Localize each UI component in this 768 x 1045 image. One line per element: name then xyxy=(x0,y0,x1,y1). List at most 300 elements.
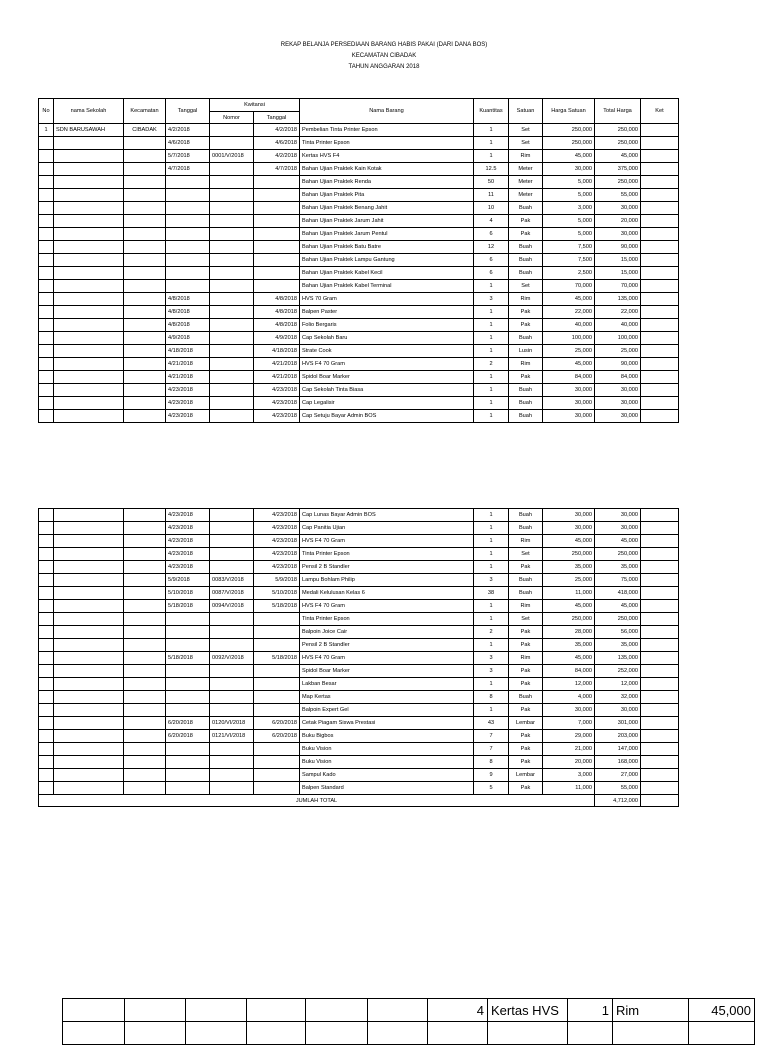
col-header-quantity: Kuantitas xyxy=(474,99,509,124)
zoomed-item-name: Kertas HVS xyxy=(488,999,568,1022)
cell-quantity: 6 xyxy=(474,228,509,241)
cell-total-price: 30,000 xyxy=(595,522,641,535)
cell-district xyxy=(124,137,166,150)
cell-total-price: 301,000 xyxy=(595,717,641,730)
cell-note xyxy=(641,189,679,202)
cell-school xyxy=(54,293,124,306)
cell-quantity: 11 xyxy=(474,189,509,202)
table-row xyxy=(39,150,679,163)
cell-date xyxy=(166,691,210,704)
cell-total-price: 35,000 xyxy=(595,639,641,652)
cell-receipt-date xyxy=(254,678,300,691)
cell-note xyxy=(641,293,679,306)
cell-quantity: 1 xyxy=(474,600,509,613)
cell-no xyxy=(39,678,54,691)
cell-district xyxy=(124,522,166,535)
cell-quantity: 1 xyxy=(474,613,509,626)
cell-no xyxy=(39,358,54,371)
cell-quantity: 38 xyxy=(474,587,509,600)
cell-no xyxy=(39,306,54,319)
cell-receipt-number xyxy=(210,202,254,215)
zoomed-row-cut xyxy=(63,1022,755,1045)
cell-school xyxy=(54,535,124,548)
cell-unit: Set xyxy=(509,548,543,561)
table-row xyxy=(39,613,679,626)
cell-note xyxy=(641,613,679,626)
cell-unit: Pak xyxy=(509,782,543,795)
cell-no xyxy=(39,743,54,756)
cell-receipt-number xyxy=(210,176,254,189)
cell-district xyxy=(124,163,166,176)
cell-item-name: Lakban Besar xyxy=(300,678,474,691)
cell-unit-price: 25,000 xyxy=(543,574,595,587)
cell-receipt-date: 4/8/2018 xyxy=(254,319,300,332)
cell-note xyxy=(641,626,679,639)
cell-unit: Set xyxy=(509,613,543,626)
cell-quantity: 1 xyxy=(474,704,509,717)
cell-unit: Buah xyxy=(509,397,543,410)
cell-quantity: 7 xyxy=(474,743,509,756)
cell-item-name: HVS F4 70 Gram xyxy=(300,600,474,613)
cell-school xyxy=(54,332,124,345)
col-header-note: Ket xyxy=(641,99,679,124)
cell-unit: Rim xyxy=(509,150,543,163)
cell-note xyxy=(641,743,679,756)
cell-total-price: 250,000 xyxy=(595,137,641,150)
cell-total-price: 55,000 xyxy=(595,189,641,202)
table-row xyxy=(39,306,679,319)
cell-note xyxy=(641,600,679,613)
cell-quantity: 8 xyxy=(474,691,509,704)
cell-district xyxy=(124,509,166,522)
cell-item-name: Cap Lunas Bayar Admin BOS xyxy=(300,509,474,522)
cell-date xyxy=(166,267,210,280)
cell-item-name: Buku Vision xyxy=(300,743,474,756)
cell-unit: Lusin xyxy=(509,345,543,358)
cell-total-price: 375,000 xyxy=(595,163,641,176)
cell-item-name: Bahan Ujian Praktek Jarum Pentul xyxy=(300,228,474,241)
cell-quantity: 6 xyxy=(474,267,509,280)
cell-no xyxy=(39,267,54,280)
cell-date xyxy=(166,228,210,241)
cell-school xyxy=(54,626,124,639)
cell-receipt-number xyxy=(210,332,254,345)
total-label: JUMLAH TOTAL xyxy=(39,795,595,807)
cell-total-price: 25,000 xyxy=(595,345,641,358)
cell-receipt-number xyxy=(210,626,254,639)
cell-no xyxy=(39,254,54,267)
cell-total-price: 30,000 xyxy=(595,397,641,410)
cell-item-name: Bahan Ujian Praktek Batu Batre xyxy=(300,241,474,254)
cell-receipt-date: 4/23/2018 xyxy=(254,509,300,522)
cell-district xyxy=(124,587,166,600)
cell-school xyxy=(54,202,124,215)
cell-unit: Lembar xyxy=(509,769,543,782)
cell-no xyxy=(39,410,54,423)
table-row xyxy=(39,626,679,639)
cell-total-price: 45,000 xyxy=(595,535,641,548)
cell-district xyxy=(124,665,166,678)
cell-no xyxy=(39,522,54,535)
cell-receipt-number xyxy=(210,535,254,548)
cell-receipt-date: 4/21/2018 xyxy=(254,371,300,384)
cell-note xyxy=(641,371,679,384)
cell-date: 4/23/2018 xyxy=(166,397,210,410)
cell-total-price: 45,000 xyxy=(595,150,641,163)
cell-total-price: 90,000 xyxy=(595,241,641,254)
cell-quantity: 1 xyxy=(474,319,509,332)
zoomed-table-fragment xyxy=(62,998,755,1045)
cell-unit-price: 250,000 xyxy=(543,137,595,150)
cell-unit-price: 45,000 xyxy=(543,293,595,306)
cell-school xyxy=(54,189,124,202)
col-header-receipt-number: Nomor xyxy=(210,112,254,124)
cell-district xyxy=(124,613,166,626)
cell-district xyxy=(124,397,166,410)
cell-date: 4/2/2018 xyxy=(166,124,210,137)
cell-item-name: Sampul Kado xyxy=(300,769,474,782)
cell-receipt-date: 4/23/2018 xyxy=(254,535,300,548)
cell-quantity: 5 xyxy=(474,782,509,795)
cell-item-name: Balpoin Joice Cair xyxy=(300,626,474,639)
cell-receipt-number xyxy=(210,782,254,795)
cell-receipt-number xyxy=(210,678,254,691)
cell-receipt-date xyxy=(254,769,300,782)
cell-receipt-date xyxy=(254,756,300,769)
cell-no xyxy=(39,613,54,626)
cell-unit: Pak xyxy=(509,704,543,717)
cell-note xyxy=(641,124,679,137)
cell-no xyxy=(39,384,54,397)
table-row xyxy=(39,769,679,782)
cell-quantity: 1 xyxy=(474,345,509,358)
cell-unit-price: 30,000 xyxy=(543,397,595,410)
cell-district xyxy=(124,704,166,717)
cell-unit: Set xyxy=(509,137,543,150)
cell-note xyxy=(641,345,679,358)
cell-receipt-number xyxy=(210,189,254,202)
cell-unit: Pak xyxy=(509,730,543,743)
cell-total-price: 100,000 xyxy=(595,332,641,345)
table-row xyxy=(39,574,679,587)
cell-item-name: HVS F4 70 Gram xyxy=(300,652,474,665)
cell-unit-price: 70,000 xyxy=(543,280,595,293)
cell-unit-price: 250,000 xyxy=(543,548,595,561)
table-row xyxy=(39,124,679,137)
table-row xyxy=(39,561,679,574)
cell-unit: Rim xyxy=(509,600,543,613)
cell-receipt-number xyxy=(210,522,254,535)
cell-receipt-date xyxy=(254,189,300,202)
table-row xyxy=(39,587,679,600)
zoomed-unit: Rim xyxy=(613,999,689,1022)
table-row xyxy=(39,189,679,202)
cell-item-name: Spidol Boar Marker xyxy=(300,665,474,678)
cell-district xyxy=(124,574,166,587)
cell-school xyxy=(54,691,124,704)
table-row xyxy=(39,397,679,410)
cell-unit-price: 45,000 xyxy=(543,600,595,613)
cell-receipt-date xyxy=(254,215,300,228)
cell-total-price: 203,000 xyxy=(595,730,641,743)
cell-unit: Pak xyxy=(509,665,543,678)
cell-school xyxy=(54,176,124,189)
cell-receipt-number: 0087/V/2018 xyxy=(210,587,254,600)
cell-receipt-date: 4/23/2018 xyxy=(254,397,300,410)
cell-no xyxy=(39,228,54,241)
table-row xyxy=(39,509,679,522)
cell-date: 4/23/2018 xyxy=(166,535,210,548)
zoomed-cell xyxy=(186,999,247,1022)
cell-district xyxy=(124,228,166,241)
cell-total-price: 32,000 xyxy=(595,691,641,704)
cell-no xyxy=(39,137,54,150)
cell-quantity: 1 xyxy=(474,522,509,535)
cell-receipt-date: 4/8/2018 xyxy=(254,293,300,306)
cell-receipt-date: 4/6/2018 xyxy=(254,137,300,150)
cell-unit-price: 7,500 xyxy=(543,241,595,254)
cell-unit-price: 7,000 xyxy=(543,717,595,730)
cell-unit-price: 2,500 xyxy=(543,267,595,280)
cell-unit: Meter xyxy=(509,176,543,189)
cell-note xyxy=(641,150,679,163)
cell-receipt-number: 0094/V/2018 xyxy=(210,600,254,613)
cell-receipt-date xyxy=(254,241,300,254)
table-row xyxy=(39,410,679,423)
cell-item-name: Spidol Boar Marker xyxy=(300,371,474,384)
table-row xyxy=(39,319,679,332)
cell-item-name: Pensil 2 B Standler xyxy=(300,639,474,652)
cell-quantity: 1 xyxy=(474,535,509,548)
table-row xyxy=(39,228,679,241)
table-row xyxy=(39,163,679,176)
cell-item-name: HVS F4 70 Gram xyxy=(300,358,474,371)
cell-receipt-number xyxy=(210,280,254,293)
cell-total-price: 250,000 xyxy=(595,176,641,189)
cell-quantity: 6 xyxy=(474,254,509,267)
cell-date: 4/23/2018 xyxy=(166,384,210,397)
cell-note xyxy=(641,384,679,397)
cell-school xyxy=(54,600,124,613)
cell-school xyxy=(54,743,124,756)
cell-school xyxy=(54,215,124,228)
cell-item-name: Tinta Printer Epson xyxy=(300,613,474,626)
cell-total-price: 250,000 xyxy=(595,548,641,561)
cell-school xyxy=(54,306,124,319)
cell-receipt-number xyxy=(210,137,254,150)
cell-unit-price: 45,000 xyxy=(543,358,595,371)
cell-note xyxy=(641,509,679,522)
cell-school xyxy=(54,756,124,769)
cell-item-name: Cap Setuju Bayar Admin BOS xyxy=(300,410,474,423)
cell-date xyxy=(166,743,210,756)
cell-note xyxy=(641,678,679,691)
cell-receipt-date: 5/18/2018 xyxy=(254,600,300,613)
cell-unit-price: 250,000 xyxy=(543,124,595,137)
cell-total-price: 135,000 xyxy=(595,652,641,665)
cell-school xyxy=(54,371,124,384)
cell-unit: Rim xyxy=(509,652,543,665)
cell-no xyxy=(39,371,54,384)
cell-unit-price: 30,000 xyxy=(543,522,595,535)
cell-note xyxy=(641,691,679,704)
zoomed-row xyxy=(63,999,755,1022)
cell-total-price: 90,000 xyxy=(595,358,641,371)
cell-receipt-date xyxy=(254,202,300,215)
cell-unit: Rim xyxy=(509,535,543,548)
cell-district xyxy=(124,345,166,358)
cell-no xyxy=(39,176,54,189)
report-subtitle-year: TAHUN ANGGARAN 2018 xyxy=(348,64,420,70)
cell-date xyxy=(166,254,210,267)
table-row xyxy=(39,280,679,293)
cell-receipt-date xyxy=(254,176,300,189)
cell-no xyxy=(39,652,54,665)
cell-unit: Pak xyxy=(509,743,543,756)
cell-note xyxy=(641,717,679,730)
cell-unit-price: 20,000 xyxy=(543,756,595,769)
table-row xyxy=(39,267,679,280)
cell-school xyxy=(54,730,124,743)
cell-receipt-date: 4/7/2018 xyxy=(254,163,300,176)
cell-total-price: 30,000 xyxy=(595,410,641,423)
cell-receipt-number xyxy=(210,228,254,241)
cell-quantity: 1 xyxy=(474,371,509,384)
cell-no xyxy=(39,691,54,704)
cell-unit: Buah xyxy=(509,587,543,600)
cell-total-price: 30,000 xyxy=(595,509,641,522)
cell-school xyxy=(54,522,124,535)
cell-unit-price: 30,000 xyxy=(543,509,595,522)
zoomed-cell xyxy=(368,999,428,1022)
cell-receipt-number xyxy=(210,215,254,228)
cell-unit-price: 35,000 xyxy=(543,639,595,652)
cell-district xyxy=(124,769,166,782)
cell-district xyxy=(124,600,166,613)
cell-district xyxy=(124,384,166,397)
cell-quantity: 7 xyxy=(474,730,509,743)
cell-date: 4/23/2018 xyxy=(166,561,210,574)
cell-district xyxy=(124,410,166,423)
cell-district xyxy=(124,202,166,215)
cell-quantity: 12 xyxy=(474,241,509,254)
cell-no xyxy=(39,150,54,163)
cell-receipt-date xyxy=(254,626,300,639)
cell-school xyxy=(54,319,124,332)
table-row xyxy=(39,358,679,371)
cell-unit-price: 45,000 xyxy=(543,150,595,163)
cell-district xyxy=(124,176,166,189)
cell-date xyxy=(166,241,210,254)
cell-quantity: 12.5 xyxy=(474,163,509,176)
cell-quantity: 8 xyxy=(474,756,509,769)
cell-date: 5/7/2018 xyxy=(166,150,210,163)
cell-unit-price: 100,000 xyxy=(543,332,595,345)
cell-item-name: Cap Sekolah Tinta Biasa xyxy=(300,384,474,397)
total-value: 4,712,000 xyxy=(595,795,641,807)
table-row xyxy=(39,176,679,189)
cell-date xyxy=(166,782,210,795)
cell-district xyxy=(124,561,166,574)
cell-total-price: 168,000 xyxy=(595,756,641,769)
cell-district xyxy=(124,293,166,306)
cell-receipt-number xyxy=(210,306,254,319)
cell-school xyxy=(54,397,124,410)
cell-district xyxy=(124,535,166,548)
cell-no xyxy=(39,600,54,613)
rekap-table-page-2 xyxy=(38,508,679,807)
cell-item-name: Medali Kelulusan Kelas 6 xyxy=(300,587,474,600)
cell-date: 5/18/2018 xyxy=(166,652,210,665)
report-subtitle-district: KECAMATAN CIBADAK xyxy=(351,53,417,59)
cell-unit-price: 5,000 xyxy=(543,189,595,202)
cell-receipt-number xyxy=(210,561,254,574)
col-header-school: nama Sekolah xyxy=(54,99,124,124)
cell-school xyxy=(54,652,124,665)
cell-item-name: Cap Panitia Ujian xyxy=(300,522,474,535)
cell-receipt-number xyxy=(210,345,254,358)
cell-district xyxy=(124,626,166,639)
cell-item-name: Bahan Ujian Praktek Lampu Gantung xyxy=(300,254,474,267)
cell-unit: Lembar xyxy=(509,717,543,730)
cell-date: 4/23/2018 xyxy=(166,410,210,423)
cell-receipt-date: 6/20/2018 xyxy=(254,730,300,743)
cell-district xyxy=(124,717,166,730)
cell-quantity: 1 xyxy=(474,384,509,397)
cell-note xyxy=(641,267,679,280)
cell-no xyxy=(39,561,54,574)
cell-item-name: Cap Sekolah Baru xyxy=(300,332,474,345)
cell-total-price: 418,000 xyxy=(595,587,641,600)
cell-school xyxy=(54,358,124,371)
cell-school xyxy=(54,228,124,241)
cell-unit: Pak xyxy=(509,228,543,241)
cell-note xyxy=(641,332,679,345)
cell-quantity: 10 xyxy=(474,202,509,215)
cell-item-name: Bahan Ujian Praktek Kabel Kecil xyxy=(300,267,474,280)
cell-quantity: 1 xyxy=(474,280,509,293)
zoomed-cell xyxy=(247,999,306,1022)
cell-date: 4/7/2018 xyxy=(166,163,210,176)
table-row xyxy=(39,756,679,769)
table-row xyxy=(39,137,679,150)
cell-item-name: Pembelian Tinta Printer Epson xyxy=(300,124,474,137)
cell-unit: Pak xyxy=(509,756,543,769)
cell-school xyxy=(54,410,124,423)
col-header-receipt-date: Tanggal xyxy=(254,112,300,124)
cell-receipt-number xyxy=(210,124,254,137)
cell-unit-price: 30,000 xyxy=(543,704,595,717)
cell-receipt-date xyxy=(254,267,300,280)
cell-unit-price: 35,000 xyxy=(543,561,595,574)
cell-total-price: 70,000 xyxy=(595,280,641,293)
cell-unit-price: 250,000 xyxy=(543,613,595,626)
cell-receipt-number xyxy=(210,319,254,332)
cell-note xyxy=(641,280,679,293)
cell-school xyxy=(54,587,124,600)
cell-district xyxy=(124,691,166,704)
cell-quantity: 4 xyxy=(474,215,509,228)
cell-unit: Buah xyxy=(509,254,543,267)
cell-receipt-date xyxy=(254,665,300,678)
cell-date: 6/20/2018 xyxy=(166,717,210,730)
cell-unit-price: 5,000 xyxy=(543,215,595,228)
cell-quantity: 2 xyxy=(474,626,509,639)
cell-district xyxy=(124,756,166,769)
cell-total-price: 75,000 xyxy=(595,574,641,587)
cell-receipt-date: 4/23/2018 xyxy=(254,522,300,535)
cell-total-price: 84,000 xyxy=(595,371,641,384)
